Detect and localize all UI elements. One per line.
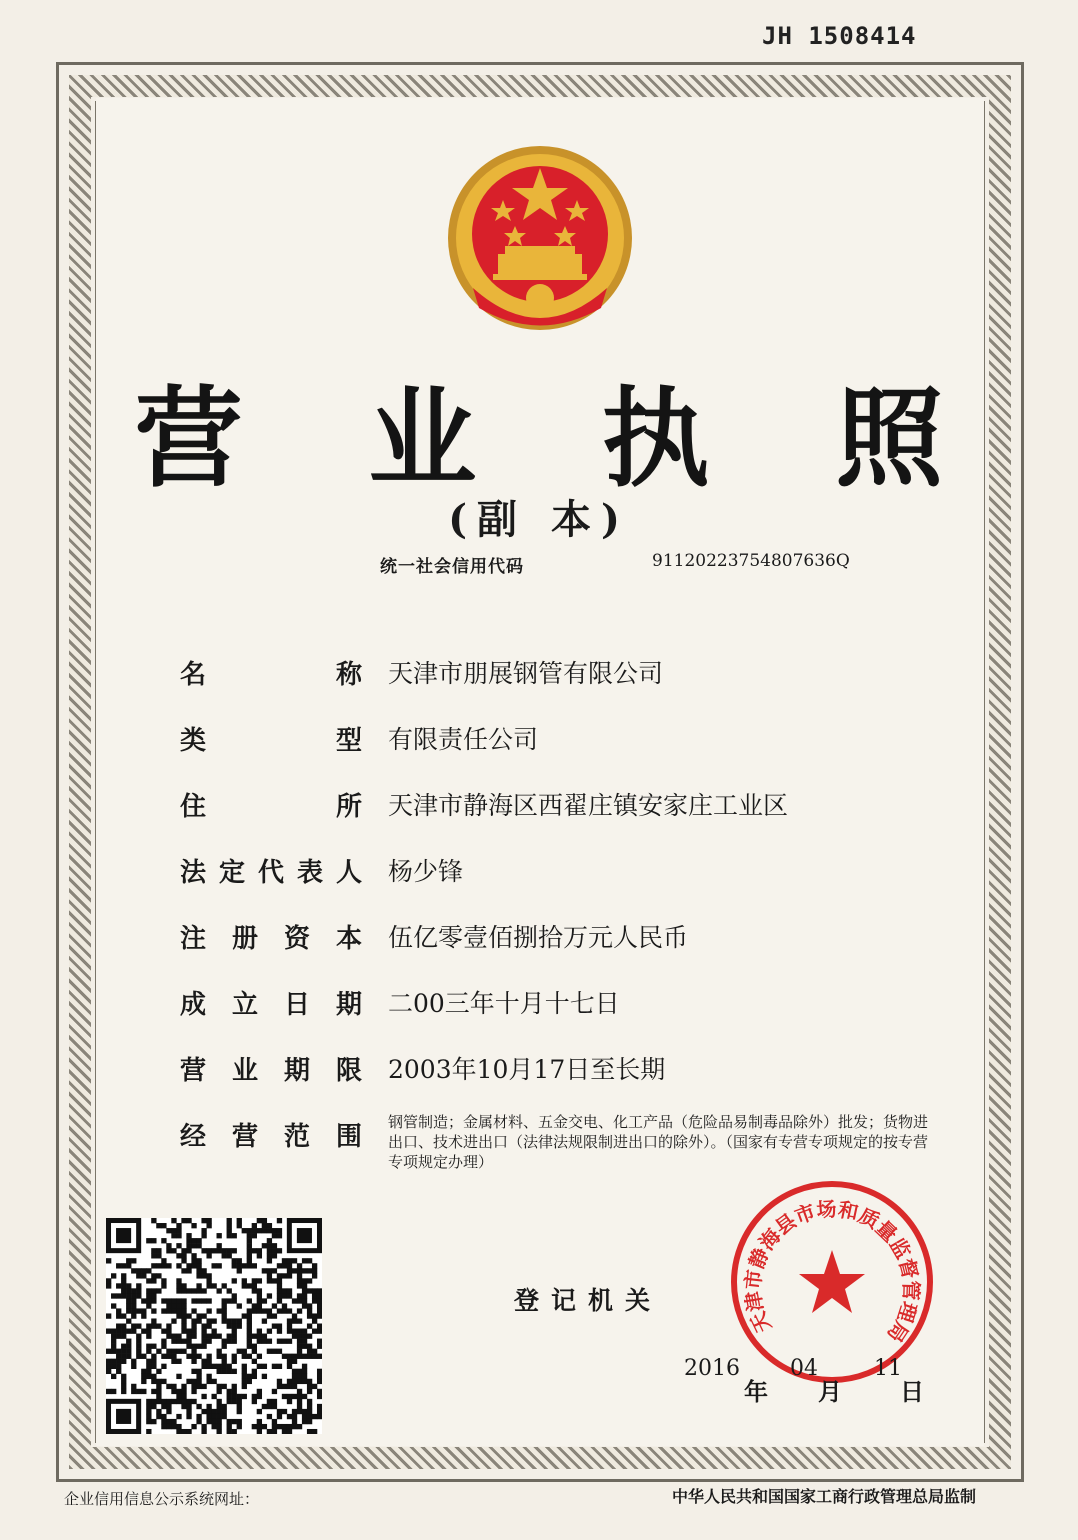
certificate-subtitle: (副 本) <box>448 496 630 543</box>
field-label-char: 经 <box>180 1122 207 1152</box>
national-emblem-icon <box>443 138 637 336</box>
field-value: 天津市静海区西翟庄镇安家庄工业区 <box>388 791 789 820</box>
issue-day-unit: 日 <box>900 1378 924 1406</box>
field-label <box>180 918 362 955</box>
field-value: 杨少锋 <box>388 857 464 886</box>
official-seal-icon <box>728 1178 936 1386</box>
field-label-char: 类 <box>180 726 207 756</box>
field-label-char: 资 <box>283 924 310 954</box>
field-value: 2003年10月17日至长期 <box>388 1055 666 1084</box>
field-label-char: 表 <box>296 858 323 888</box>
field-label <box>180 654 362 691</box>
field-label-char: 型 <box>335 726 362 756</box>
field-label-char: 住 <box>180 792 207 822</box>
seal-text: 天津市静海县市场和质量监督管理局 <box>740 1196 924 1347</box>
field-label-char: 册 <box>231 924 258 954</box>
field-value: 有限责任公司 <box>388 725 539 754</box>
field-label-char: 围 <box>335 1122 362 1152</box>
qr-code-icon <box>106 1218 322 1434</box>
field-label-char: 成 <box>180 990 207 1020</box>
footer-website-label: 企业信用信息公示系统网址： <box>64 1490 260 1508</box>
field-label-char: 定 <box>218 858 245 888</box>
field-label-char: 代 <box>257 858 284 888</box>
field-label-char: 日 <box>283 990 310 1020</box>
field-label <box>180 1116 362 1153</box>
field-value: 天津市朋展钢管有限公司 <box>388 659 664 688</box>
registration-authority: 登记机关 <box>514 1286 663 1315</box>
field-label-char: 称 <box>335 660 362 690</box>
field-label <box>180 786 362 823</box>
issue-year-unit: 年 <box>744 1378 768 1406</box>
field-value: 二00三年十月十七日 <box>388 989 620 1018</box>
field-label-char: 本 <box>335 924 362 954</box>
issue-month: 04 <box>790 1356 818 1381</box>
field-label-char: 所 <box>335 792 362 822</box>
field-label-char: 期 <box>283 1056 310 1086</box>
field-label <box>180 720 362 757</box>
issue-year: 2016 <box>684 1356 740 1381</box>
field-label-char: 名 <box>180 660 207 690</box>
field-label <box>180 1050 362 1087</box>
credit-code-label: 统一社会信用代码 <box>380 557 524 577</box>
field-label-char: 人 <box>335 858 362 888</box>
issue-month-unit: 月 <box>818 1378 842 1406</box>
field-label-char: 范 <box>283 1122 310 1152</box>
business-scope-text: 钢管制造；金属材料、五金交电、化工产品（危险品易制毒品除外）批发；货物进出口、技术进出口（法律法规限制进出口的除外）。（国家有专营专项规定的按专营专项规定办理） <box>388 1113 929 1171</box>
field-value: 伍亿零壹佰捌拾万元人民币 <box>388 923 689 952</box>
field-label-char: 立 <box>231 990 258 1020</box>
serial-number: JH 1508414 <box>762 22 917 50</box>
field-label-char: 注 <box>180 924 207 954</box>
issue-day: 11 <box>874 1356 902 1381</box>
field-label-char: 营 <box>180 1056 207 1086</box>
field-label <box>180 984 362 1021</box>
field-label-char: 营 <box>231 1122 258 1152</box>
credit-code-value: 91120223754807636Q <box>652 551 850 571</box>
certificate-title: 营 业 执 照 <box>134 376 988 502</box>
field-label-char: 期 <box>335 990 362 1020</box>
field-label-char: 法 <box>180 858 207 888</box>
footer-issuer: 中华人民共和国国家工商行政管理总局监制 <box>672 1487 977 1506</box>
field-label <box>180 852 362 889</box>
field-label-char: 业 <box>231 1056 258 1086</box>
field-label-char: 限 <box>335 1056 362 1086</box>
